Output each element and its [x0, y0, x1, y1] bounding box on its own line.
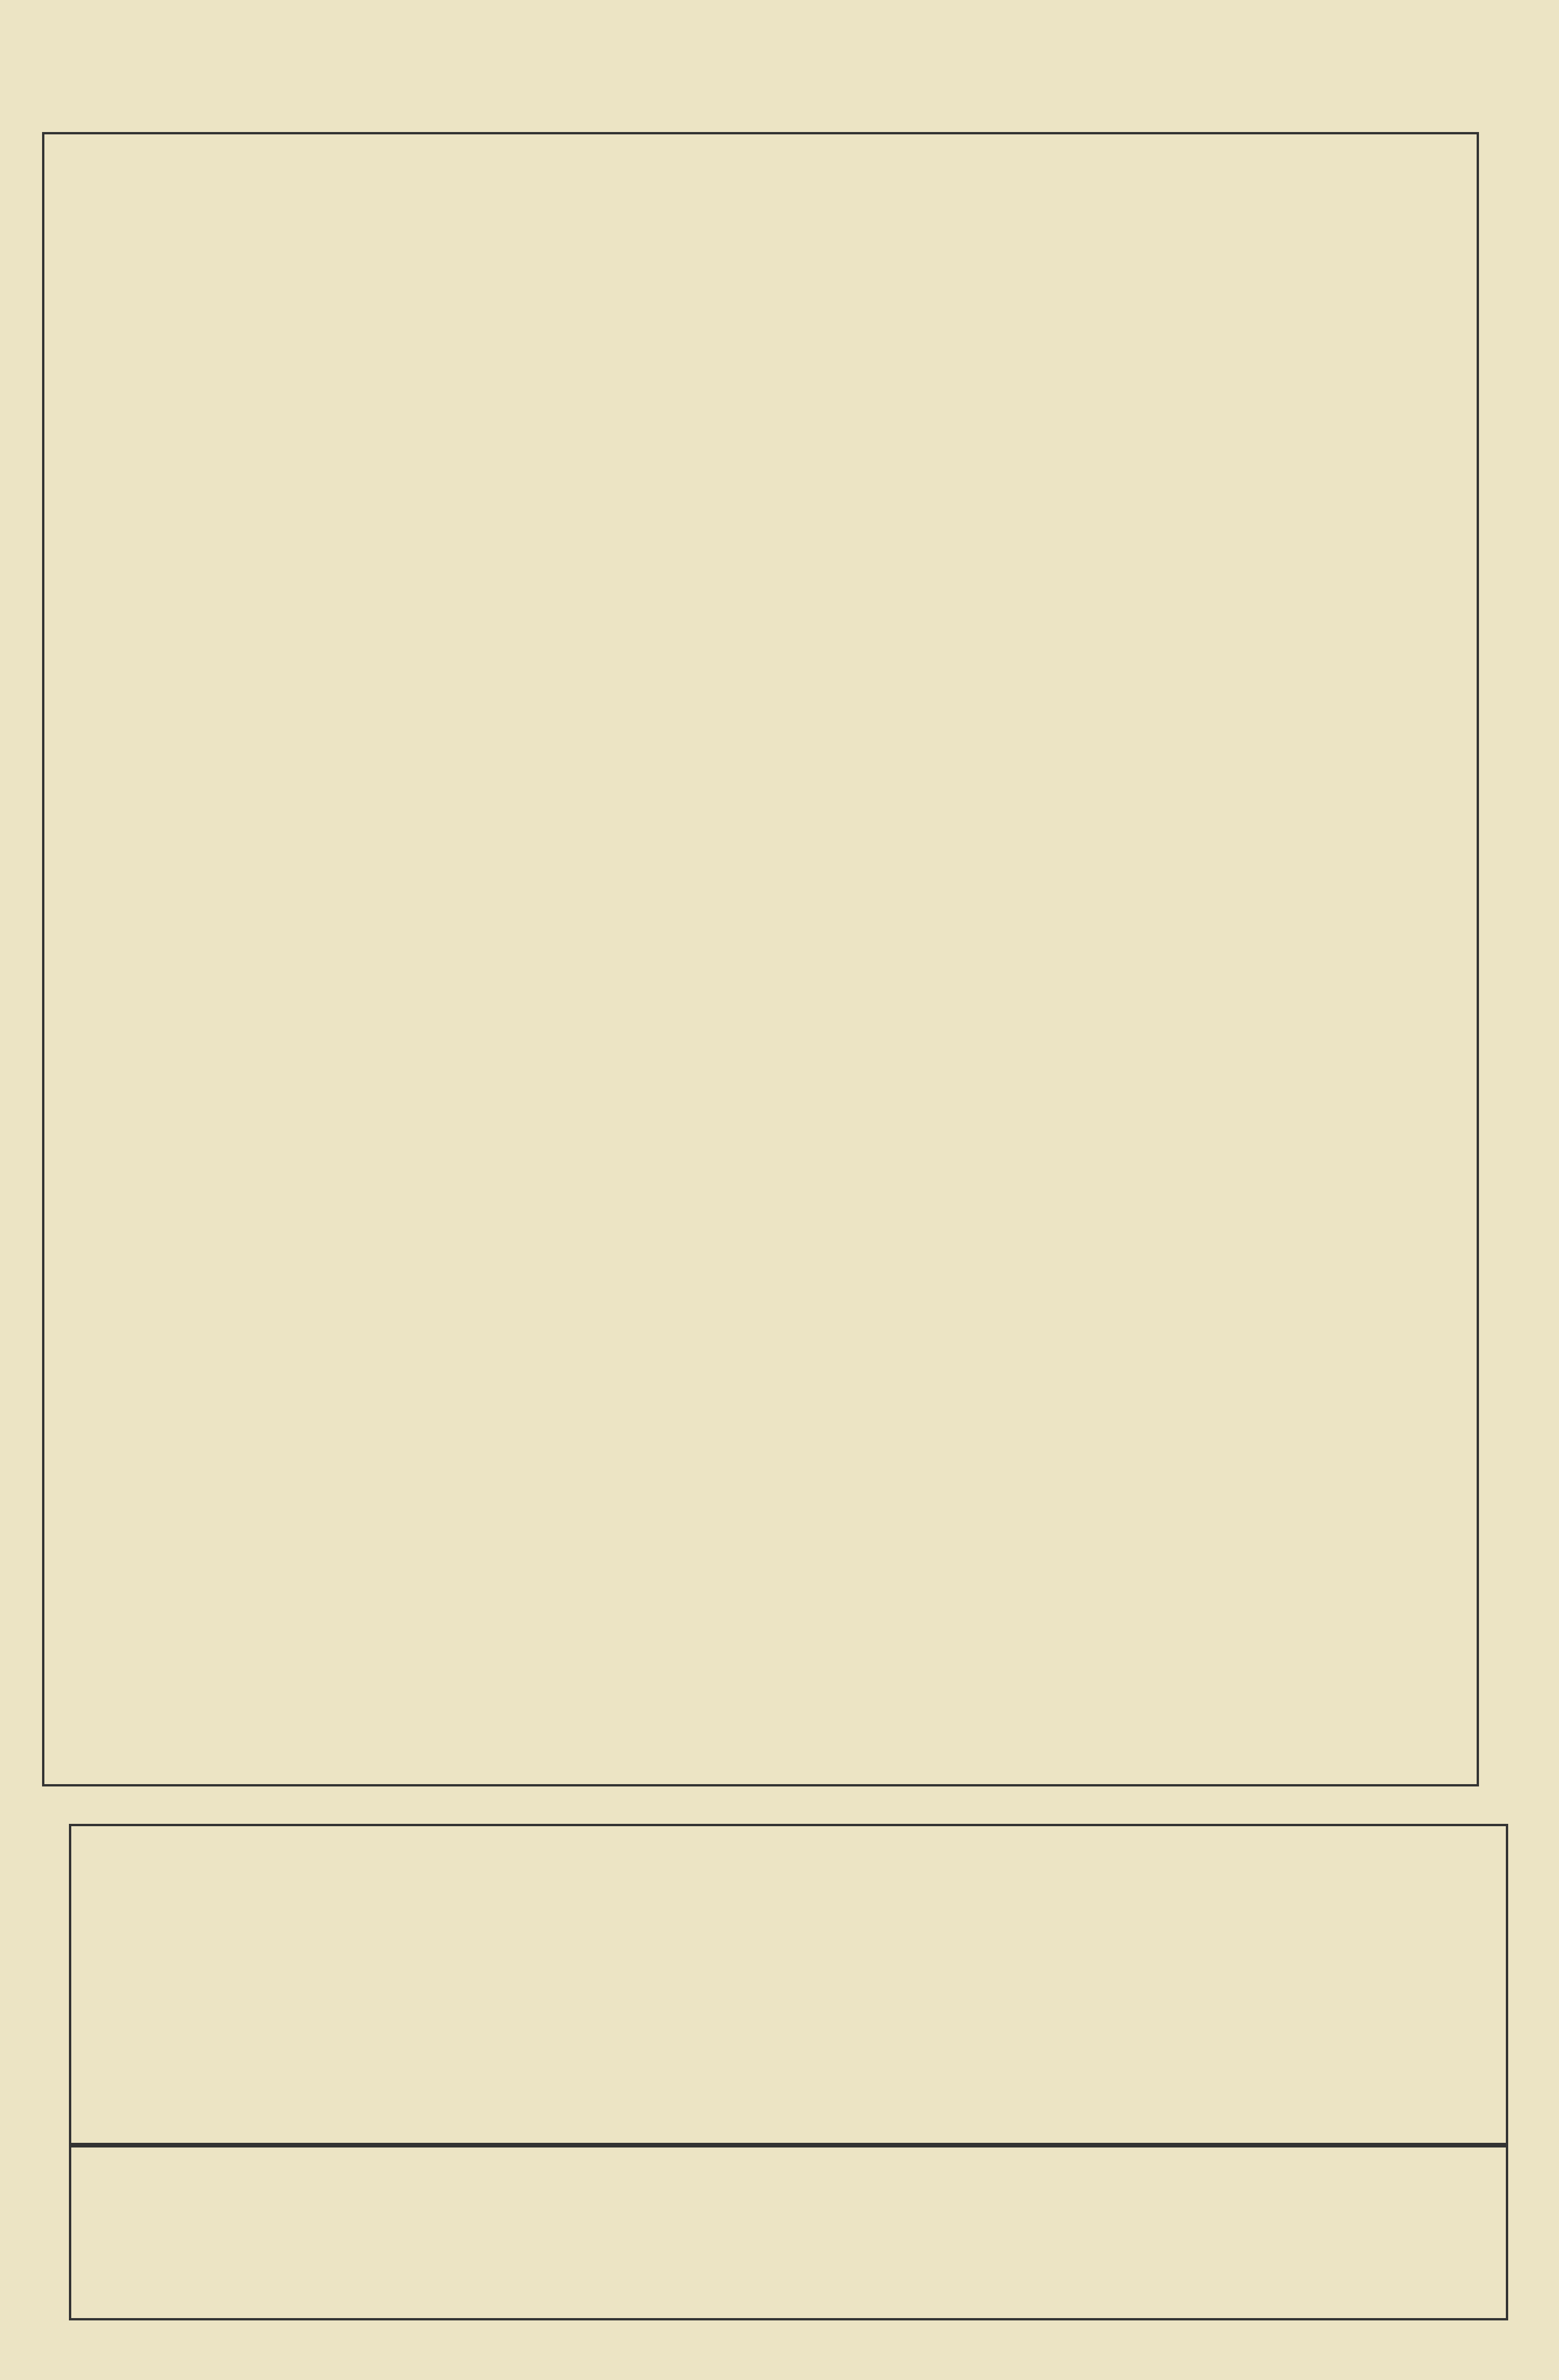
- night-table-frame: [69, 1824, 1508, 2145]
- top-table-frame: [42, 132, 1479, 1786]
- ship-reports-frame: [69, 2145, 1508, 2320]
